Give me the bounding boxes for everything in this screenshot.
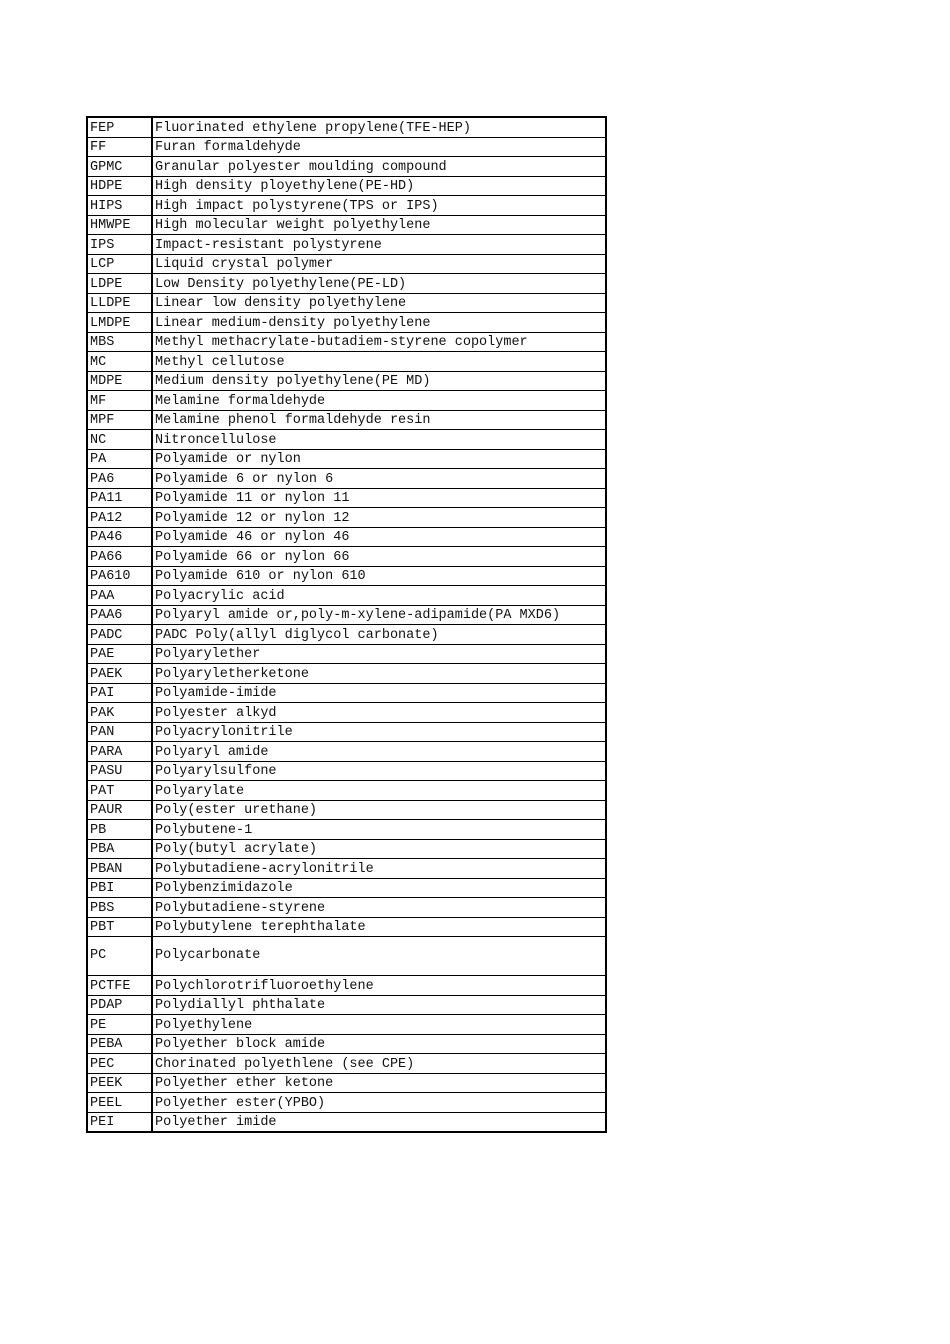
abbreviation-table bbox=[86, 116, 607, 1133]
table-row bbox=[87, 839, 606, 859]
abbreviation-cell: HDPE bbox=[87, 176, 152, 196]
description-cell: Linear medium-density polyethylene bbox=[152, 313, 606, 333]
description-cell: Fluorinated ethylene propylene(TFE-HEP) bbox=[152, 117, 606, 137]
table-row bbox=[87, 820, 606, 840]
abbreviation-cell: PDAP bbox=[87, 995, 152, 1015]
abbreviation-cell: PEEK bbox=[87, 1073, 152, 1093]
description-cell: Polyacrylic acid bbox=[152, 586, 606, 606]
description-cell: Methyl methacrylate-butadiem-styrene copolymer bbox=[152, 332, 606, 352]
table-row bbox=[87, 917, 606, 937]
table-row bbox=[87, 196, 606, 216]
abbreviation-cell: PEEL bbox=[87, 1093, 152, 1113]
abbreviation-cell: MDPE bbox=[87, 371, 152, 391]
table-row bbox=[87, 430, 606, 450]
table-row bbox=[87, 586, 606, 606]
abbreviation-cell: PADC bbox=[87, 625, 152, 645]
table-row bbox=[87, 800, 606, 820]
abbreviation-cell: PBI bbox=[87, 878, 152, 898]
description-cell: Poly(butyl acrylate) bbox=[152, 839, 606, 859]
abbreviation-cell: PAI bbox=[87, 683, 152, 703]
table-row bbox=[87, 742, 606, 762]
description-cell: Polyether ether ketone bbox=[152, 1073, 606, 1093]
description-cell: Impact-resistant polystyrene bbox=[152, 235, 606, 255]
abbreviation-cell: IPS bbox=[87, 235, 152, 255]
abbreviation-cell: NC bbox=[87, 430, 152, 450]
description-cell: Polyamide-imide bbox=[152, 683, 606, 703]
table-row bbox=[87, 235, 606, 255]
description-cell: Polyacrylonitrile bbox=[152, 722, 606, 742]
table-row bbox=[87, 1073, 606, 1093]
description-cell: Nitroncellulose bbox=[152, 430, 606, 450]
table-row bbox=[87, 547, 606, 567]
description-cell: Low Density polyethylene(PE-LD) bbox=[152, 274, 606, 294]
description-cell: Granular polyester moulding compound bbox=[152, 157, 606, 177]
abbreviation-cell: PAT bbox=[87, 781, 152, 801]
description-cell: Polycarbonate bbox=[152, 937, 606, 976]
table-row bbox=[87, 313, 606, 333]
table-row bbox=[87, 898, 606, 918]
abbreviation-cell: MPF bbox=[87, 410, 152, 430]
abbreviation-cell: FEP bbox=[87, 117, 152, 137]
abbreviation-cell: PBS bbox=[87, 898, 152, 918]
table-row bbox=[87, 410, 606, 430]
abbreviation-cell: PEI bbox=[87, 1112, 152, 1132]
abbreviation-cell: PB bbox=[87, 820, 152, 840]
abbreviation-cell: PC bbox=[87, 937, 152, 976]
table-row bbox=[87, 1112, 606, 1132]
description-cell: Polyarylsulfone bbox=[152, 761, 606, 781]
table-row bbox=[87, 1054, 606, 1074]
abbreviation-cell: PBA bbox=[87, 839, 152, 859]
table-row bbox=[87, 215, 606, 235]
table-row bbox=[87, 488, 606, 508]
description-cell: High molecular weight polyethylene bbox=[152, 215, 606, 235]
abbreviation-cell: PA bbox=[87, 449, 152, 469]
table-row bbox=[87, 761, 606, 781]
description-cell: Polyarylate bbox=[152, 781, 606, 801]
abbreviation-cell: PA12 bbox=[87, 508, 152, 528]
description-cell: Poly(ester urethane) bbox=[152, 800, 606, 820]
abbreviation-cell: PA610 bbox=[87, 566, 152, 586]
abbreviation-cell: PA6 bbox=[87, 469, 152, 489]
abbreviation-cell: PEBA bbox=[87, 1034, 152, 1054]
description-cell: Polybenzimidazole bbox=[152, 878, 606, 898]
abbreviation-cell: PA11 bbox=[87, 488, 152, 508]
description-cell: Liquid crystal polymer bbox=[152, 254, 606, 274]
abbreviation-cell: HMWPE bbox=[87, 215, 152, 235]
description-cell: Melamine formaldehyde bbox=[152, 391, 606, 411]
abbreviation-cell: LLDPE bbox=[87, 293, 152, 313]
description-cell: Polyether ester(YPBO) bbox=[152, 1093, 606, 1113]
table-row bbox=[87, 371, 606, 391]
abbreviation-cell: MF bbox=[87, 391, 152, 411]
abbreviation-cell: PA66 bbox=[87, 547, 152, 567]
description-cell: Linear low density polyethylene bbox=[152, 293, 606, 313]
description-cell: Polybutadiene-styrene bbox=[152, 898, 606, 918]
description-cell: Polyamide 610 or nylon 610 bbox=[152, 566, 606, 586]
description-cell: Polyamide 11 or nylon 11 bbox=[152, 488, 606, 508]
abbreviation-cell: PAA bbox=[87, 586, 152, 606]
abbreviation-cell: PARA bbox=[87, 742, 152, 762]
table-row bbox=[87, 137, 606, 157]
description-cell: Polyamide 12 or nylon 12 bbox=[152, 508, 606, 528]
table-row bbox=[87, 449, 606, 469]
abbreviation-cell: PAUR bbox=[87, 800, 152, 820]
description-cell: Polyester alkyd bbox=[152, 703, 606, 723]
description-cell: PADC Poly(allyl diglycol carbonate) bbox=[152, 625, 606, 645]
table-row bbox=[87, 625, 606, 645]
description-cell: Polyether block amide bbox=[152, 1034, 606, 1054]
table-row bbox=[87, 703, 606, 723]
description-cell: Polyarylether bbox=[152, 644, 606, 664]
description-cell: Furan formaldehyde bbox=[152, 137, 606, 157]
description-cell: Methyl cellutose bbox=[152, 352, 606, 372]
table-row bbox=[87, 527, 606, 547]
table-row bbox=[87, 1015, 606, 1035]
table-row bbox=[87, 274, 606, 294]
abbreviation-cell: PAN bbox=[87, 722, 152, 742]
description-cell: Polyamide 6 or nylon 6 bbox=[152, 469, 606, 489]
table-row bbox=[87, 117, 606, 137]
abbreviation-cell: PASU bbox=[87, 761, 152, 781]
description-cell: Polyamide 66 or nylon 66 bbox=[152, 547, 606, 567]
abbreviation-cell: PAE bbox=[87, 644, 152, 664]
abbreviation-cell: PBT bbox=[87, 917, 152, 937]
description-cell: Chorinated polyethlene (see CPE) bbox=[152, 1054, 606, 1074]
abbreviation-cell: FF bbox=[87, 137, 152, 157]
table-row bbox=[87, 352, 606, 372]
table-row bbox=[87, 469, 606, 489]
description-cell: Polyamide or nylon bbox=[152, 449, 606, 469]
abbreviation-cell: PAA6 bbox=[87, 605, 152, 625]
table-row bbox=[87, 722, 606, 742]
abbreviation-cell: MC bbox=[87, 352, 152, 372]
abbreviation-cell: PEC bbox=[87, 1054, 152, 1074]
abbreviation-cell: LDPE bbox=[87, 274, 152, 294]
table-row bbox=[87, 332, 606, 352]
abbreviation-table-body bbox=[87, 117, 606, 1132]
abbreviation-cell: GPMC bbox=[87, 157, 152, 177]
table-row bbox=[87, 254, 606, 274]
table-row bbox=[87, 391, 606, 411]
table-row bbox=[87, 157, 606, 177]
table-row bbox=[87, 508, 606, 528]
description-cell: Polydiallyl phthalate bbox=[152, 995, 606, 1015]
table-row bbox=[87, 644, 606, 664]
table-row bbox=[87, 605, 606, 625]
description-cell: Polyaryletherketone bbox=[152, 664, 606, 684]
description-cell: Polybutadiene-acrylonitrile bbox=[152, 859, 606, 879]
table-row bbox=[87, 937, 606, 976]
abbreviation-cell: HIPS bbox=[87, 196, 152, 216]
abbreviation-cell: PA46 bbox=[87, 527, 152, 547]
abbreviation-cell: PCTFE bbox=[87, 976, 152, 996]
description-cell: Polyether imide bbox=[152, 1112, 606, 1132]
description-cell: Medium density polyethylene(PE MD) bbox=[152, 371, 606, 391]
abbreviation-cell: MBS bbox=[87, 332, 152, 352]
table-row bbox=[87, 176, 606, 196]
table-row bbox=[87, 664, 606, 684]
description-cell: High impact polystyrene(TPS or IPS) bbox=[152, 196, 606, 216]
description-cell: Polychlorotrifluoroethylene bbox=[152, 976, 606, 996]
description-cell: High density ployethylene(PE-HD) bbox=[152, 176, 606, 196]
table-row bbox=[87, 1034, 606, 1054]
table-row bbox=[87, 683, 606, 703]
description-cell: Polybutylene terephthalate bbox=[152, 917, 606, 937]
abbreviation-cell: LCP bbox=[87, 254, 152, 274]
abbreviation-cell: PBAN bbox=[87, 859, 152, 879]
table-row bbox=[87, 293, 606, 313]
description-cell: Melamine phenol formaldehyde resin bbox=[152, 410, 606, 430]
description-cell: Polyethylene bbox=[152, 1015, 606, 1035]
table-row bbox=[87, 1093, 606, 1113]
abbreviation-cell: LMDPE bbox=[87, 313, 152, 333]
abbreviation-cell: PE bbox=[87, 1015, 152, 1035]
table-row bbox=[87, 878, 606, 898]
table-row bbox=[87, 859, 606, 879]
description-cell: Polyaryl amide bbox=[152, 742, 606, 762]
description-cell: Polybutene-1 bbox=[152, 820, 606, 840]
description-cell: Polyaryl amide or,poly-m-xylene-adipamide(PA MXD6) bbox=[152, 605, 606, 625]
abbreviation-cell: PAK bbox=[87, 703, 152, 723]
table-row bbox=[87, 566, 606, 586]
table-row bbox=[87, 995, 606, 1015]
table-row bbox=[87, 976, 606, 996]
table-row bbox=[87, 781, 606, 801]
description-cell: Polyamide 46 or nylon 46 bbox=[152, 527, 606, 547]
abbreviation-cell: PAEK bbox=[87, 664, 152, 684]
